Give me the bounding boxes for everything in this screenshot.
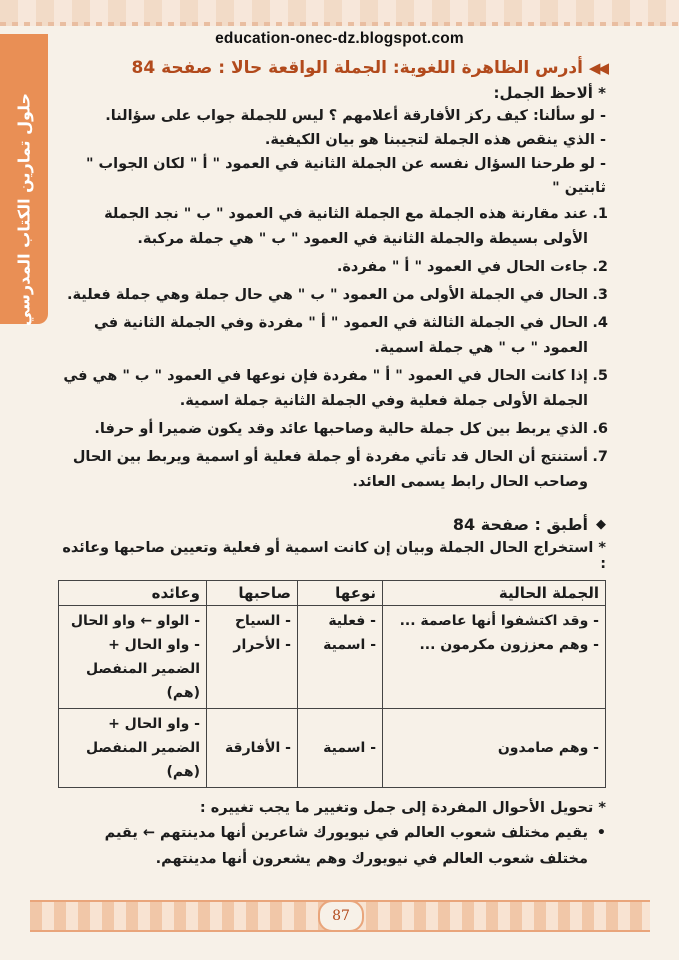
analysis-table	[58, 580, 606, 788]
practice-title: أطبق : صفحة 84	[452, 515, 588, 534]
table-row	[59, 606, 606, 709]
step-number: 6.	[592, 421, 608, 437]
step-text: أستنتج أن الحال قد تأتي مفردة أو جملة فعلية أو اسمية ويربط بين الحال وصاحب الحال رابط يسمى العائد.	[72, 449, 588, 490]
cell-text: - الواو ← واو الحال	[70, 613, 200, 629]
cell-sentence	[383, 709, 606, 788]
step-number: 1.	[592, 206, 608, 222]
cell-text: - اسمية	[323, 740, 376, 756]
cell-text: - واو الحال + الضمير المنفصل (هم)	[85, 716, 200, 780]
section-title: أدرس الظاهرة اللغوية: الجملة الواقعة حالا : صفحة 84	[131, 58, 583, 78]
cell-text: - فعلية	[328, 613, 376, 629]
sidebar-label: حلول تمارين الكتاب المدرسي	[14, 92, 34, 326]
transform-item	[58, 820, 606, 872]
cell-type	[298, 606, 383, 709]
cell-text: - وهم معززون مكرمون ...	[419, 637, 599, 653]
table-row	[59, 709, 606, 788]
page-number: 87	[318, 900, 364, 932]
cell-text: - وقد اكتشفوا أنها عاصمة ...	[399, 613, 599, 629]
observe-line: - لو سألنا: كيف ركز الأفارقة أعلامهم ؟ ليس للجملة جواب على سؤالنا.	[105, 108, 606, 124]
step-text: إذا كانت الحال في العمود " أ " مفردة فإن نوعها في العمود " ب " هي في الجملة الأولى جملة فعلية وفي الجملة الثانية جملة اسمية.	[63, 368, 588, 409]
cell-text: - وهم صامدون	[497, 740, 599, 756]
step-number: 4.	[592, 315, 608, 331]
step-number: 7.	[592, 449, 608, 465]
practice-title-row	[58, 515, 606, 534]
cell-text: - الأحرار	[233, 637, 291, 653]
cell-link	[59, 606, 207, 709]
page-content	[58, 58, 606, 872]
transform-text: يقيم مختلف شعوب العالم في نيويورك شاعرين أنها مدينتهم ← يقيم مختلف شعوب العالم في نيويورك وهم يشعرون أنها مدينتهم.	[104, 825, 588, 867]
step-number: 3.	[592, 287, 608, 303]
cell-link	[59, 709, 207, 788]
observe-title: * ألاحظ الجمل:	[493, 84, 606, 102]
cell-sentence	[383, 606, 606, 709]
step-item	[58, 283, 608, 308]
cell-owner	[207, 709, 298, 788]
header-owner: صاحبها	[207, 581, 298, 606]
diamond-bullet-icon: ◆	[596, 517, 606, 532]
step-item	[58, 255, 608, 280]
section-title-row	[58, 58, 606, 78]
observe-line: - لو طرحنا السؤال نفسه عن الجملة الثانية في العمود " أ " لكان الجواب " ثابتين "	[85, 156, 606, 196]
sidebar-tab	[0, 34, 48, 324]
header-link: وعائده	[59, 581, 207, 606]
cell-owner	[207, 606, 298, 709]
step-item	[58, 364, 608, 414]
top-ornament-band	[0, 0, 679, 26]
table-header-row	[59, 581, 606, 606]
step-number: 2.	[592, 259, 608, 275]
bullet-icon: •	[596, 825, 606, 841]
step-item	[58, 311, 608, 361]
practice-instruction: * استخراج الحال الجملة وبيان إن كانت اسمية أو فعلية وتعيين صاحبها وعائده :	[62, 540, 606, 572]
watermark-url: education-onec-dz.blogspot.com	[215, 30, 464, 47]
step-item	[58, 417, 608, 442]
cell-text: - واو الحال + الضمير المنفصل (هم)	[85, 637, 200, 701]
header-type: نوعها	[298, 581, 383, 606]
observe-line: - الذي ينقص هذه الجملة لتجيبنا هو بيان الكيفية.	[264, 132, 606, 148]
step-item	[58, 445, 608, 495]
step-text: الحال في الجملة الأولى من العمود " ب " هي حال جملة وهي جملة فعلية.	[66, 287, 588, 303]
cell-text: - اسمية	[323, 637, 376, 653]
double-arrow-icon: ◀◀	[588, 59, 606, 77]
cell-text: - الأفارقة	[224, 740, 291, 756]
step-number: 5.	[592, 368, 608, 384]
step-text: جاءت الحال في العمود " أ " مفردة.	[336, 259, 588, 275]
steps-list	[58, 202, 606, 495]
step-text: عند مقارنة هذه الجملة مع الجملة الثانية في العمود " ب " نجد الجملة الأولى بسيطة والجملة الثانية في العمود " ب " هي جملة مركبة.	[104, 206, 588, 247]
step-text: الحال في الجملة الثالثة في العمود " أ " مفردة وفي الجملة الثانية في العمود " ب " هي جملة اسمية.	[93, 315, 588, 356]
header-sentence: الجملة الحالية	[383, 581, 606, 606]
cell-type	[298, 709, 383, 788]
transform-title: * تحويل الأحوال المفردة إلى جمل وتغيير ما يجب تغييره :	[199, 800, 606, 816]
step-text: الذي يربط بين كل جملة حالية وصاحبها عائد وقد يكون ضميرا أو حرفا.	[94, 421, 588, 437]
cell-text: - السياح	[234, 613, 291, 629]
step-item	[58, 202, 608, 252]
